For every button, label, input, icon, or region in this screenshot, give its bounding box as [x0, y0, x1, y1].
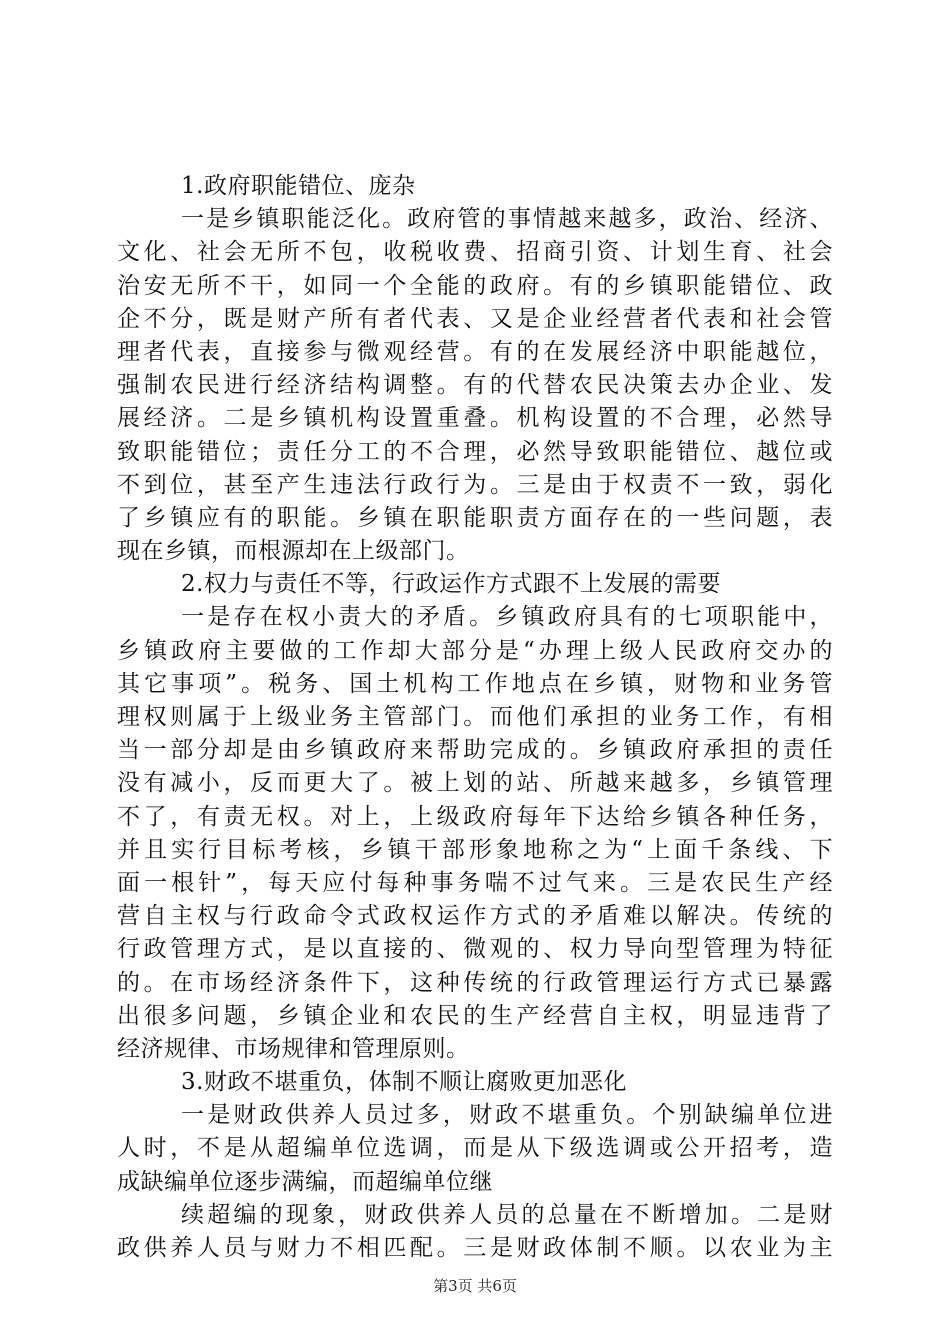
text-line: 没有减小，反而更大了。被上划的站、所越来越多，乡镇管理: [117, 770, 833, 797]
text-line: 政供养人员与财力不相匹配。三是财政体制不顺。以农业为主: [117, 1235, 833, 1261]
text-line: 的。在市场经济条件下，这种传统的行政管理运行方式已暴露: [117, 969, 833, 996]
text-line: 治安无所不干，如同一个全能的政府。有的乡镇职能错位、政: [117, 272, 833, 299]
text-line: 出很多问题，乡镇企业和农民的生产经营自主权，明显违背了: [117, 1002, 833, 1029]
text-line: 致职能错位；责任分工的不合理，必然导致职能错位、越位或: [117, 438, 833, 465]
text-line: 3.财政不堪重负，体制不顺让腐败更加恶化: [181, 1069, 627, 1096]
text-line: 面一根针”，每天应付每种事务喘不过气来。三是农民生产经: [117, 869, 833, 896]
text-line: 当一部分却是由乡镇政府来帮助完成的。乡镇政府承担的责任: [117, 737, 833, 764]
text-line: 企不分，既是财产所有者代表、又是企业经营者代表和社会管: [117, 305, 833, 332]
text-line: 不到位，甚至产生违法行政行为。三是由于权责不一致，弱化: [117, 471, 833, 498]
text-line: 并且实行目标考核，乡镇干部形象地称之为“上面千条线、下: [117, 836, 833, 863]
text-line: 理权则属于上级业务主管部门。而他们承担的业务工作，有相: [117, 704, 833, 730]
text-line: 一是乡镇职能泛化。政府管的事情越来越多，政治、经济、: [181, 206, 833, 233]
text-line: 2.权力与责任不等，行政运作方式跟不上发展的需要: [181, 571, 721, 598]
text-line: 了乡镇应有的职能。乡镇在职能职责方面存在的一些问题，表: [117, 504, 833, 531]
text-line: 营自主权与行政命令式政权运作方式的矛盾难以解决。传统的: [117, 903, 833, 930]
page-footer: 第3页 共6页: [433, 1277, 517, 1295]
text-line: 一是存在权小责大的矛盾。乡镇政府具有的七项职能中，: [181, 604, 833, 631]
text-line: 一是财政供养人员过多，财政不堪重负。个别缺编单位进: [181, 1102, 833, 1129]
text-line: 1.政府职能错位、庞杂: [181, 173, 416, 199]
text-line: 现在乡镇，而根源却在上级部门。: [117, 538, 470, 565]
text-line: 不了，有责无权。对上，上级政府每年下达给乡镇各种任务，: [117, 803, 833, 830]
text-line: 乡镇政府主要做的工作却大部分是“办理上级人民政府交办的: [117, 637, 833, 664]
text-line: 文化、社会无所不包，收税收费、招商引资、计划生育、社会: [117, 239, 833, 266]
text-line: 行政管理方式，是以直接的、微观的、权力导向型管理为特征: [117, 936, 833, 963]
text-line: 成缺编单位逐步满编，而超编单位继: [117, 1168, 493, 1195]
text-line: 理者代表，直接参与微观经营。有的在发展经济中职能越位，: [117, 338, 833, 365]
document-body: [117, 170, 833, 1265]
text-line: 展经济。二是乡镇机构设置重叠。机构设置的不合理，必然导: [117, 405, 833, 432]
text-line: 强制农民进行经济结构调整。有的代替农民决策去办企业、发: [117, 372, 833, 399]
text-line: 续超编的现象，财政供养人员的总量在不断增加。二是财: [181, 1201, 833, 1228]
text-line: 人时，不是从超编单位选调，而是从下级选调或公开招考，造: [117, 1135, 833, 1162]
text-line: 经济规律、市场规律和管理原则。: [117, 1035, 470, 1062]
text-line: 其它事项”。税务、国土机构工作地点在乡镇，财物和业务管: [117, 670, 833, 697]
